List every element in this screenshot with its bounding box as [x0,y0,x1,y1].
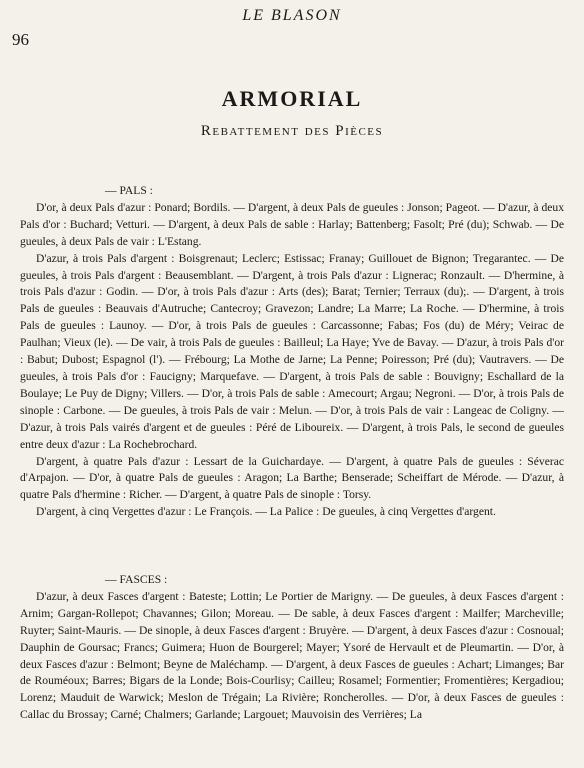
fasces-section [20,572,564,724]
running-head: LE BLASON [242,7,342,24]
pals-section [20,183,564,521]
fasces-paragraph-1: D'azur, à deux Fasces d'argent : Bateste; Lottin; Le Portier de Marigny. — De gueules, à deux Fasces d'argent : Arnim; Gargan-Rollepot; Chavannes; Gilon; Moreau. — De sable, à deux Fasces d'argent : Mailfer; Marcheville; Ruyter; Saint-Mauris. — De sinople, à deux Fasces d'argent : Bruyère. — D'argent, à deux Fasces d'azur : Cosnoual; Dauphin de Goursac; Francs; Guimera; Huon de Bourgerel; Mayer; Ysoré de Hervault et de Pleumartin. — D'or, à deux Fasces d'azur : Belmont; Beyne de Maléchamp. — D'argent, à deux Fasces de gueules : Achart; Limanges; Bar de Rouméoux; Barres; Bigars de la Londe; Bois-Courlisy; Cailleu; Rosamel; Formentier; Fromentières; Kergadiou; Lorenz; Mauduit de Warwick; Meslon de Trégain; La Rivière; Roncherolles. — D'or, à deux Fasces de gueules : Callac du Brossay; Carné; Chalmers; Garlande; Largouet; Mauvoisin des Verrières; La [20,589,564,722]
pals-label: — PALS : [105,184,153,197]
section-heading: ARMORIAL [221,86,363,111]
pals-paragraph-2: D'azur, à trois Pals d'argent : Boisgrenaut; Leclerc; Estissac; Franay; Guillouet de Bignon; Tregarantec. — De gueules, à trois Pals d'argent : Beausemblant. — D'argent, à trois Pals d'azur : Lignerac; Ronzault. — D'hermine, à trois Pals d'azur : Godin. — D'or, à trois Pals d'azur : Arts (des); Barat; Ternier; Terraux (du);. — D'argent, à trois Pals de gueules : Beauvais d'Autruche; Cantecroy; Gravezon; Landre; La Marre; La Roche. — D'hermine, à trois Pals de gueules : Launoy. — D'or, à trois Pals de gueules : Carcassonne; Fabas; Fos (du) de Méry; Veirac de Paulhan; Vieux (le). — De vair, à trois Pals de gueules : Bailleul; La Haye; Yve de Bavay. — D'azur, à trois Pals d'or : Babut; Dubost; Espagnol (l'). — Frébourg; La Mothe de Jarne; La Penne; Poiresson; Pré (du); Vautravers. — De gueules, à trois Pals d'or : Faucigny; Marquefave. — D'argent, à trois Pals de sable : Bouvigny; Eschallard de la Boulaye; Le Puy de Digny; Villers. — D'or, à trois Pals de sable : Amecourt; Argau; Negroni. — D'or, à trois Pals de sinople : Carbone. — De gueules, à trois Pals de vair : Melun. — D'or, à trois Pals de vair : Langeac de Coligny. — D'azur, à trois Pals vairés d'argent et de gueules : Péré de Liboureix. — D'argent, à trois Pals, le second de gueules entre deux d'azur : La Rochebrochard. [20,251,564,451]
pals-paragraph-1: D'or, à deux Pals d'azur : Ponard; Bordils. — D'argent, à deux Pals de gueules : Jonson; Pageot. — D'azur, à deux Pals d'or : Buchard; Vetturi. — D'argent, à deux Pals de sable : Harlay; Battenberg; Fasolt; Pré (du); Schwab. — De gueules, à deux Pals de vair : L'Estang. [20,200,564,248]
fasces-label: — FASCES : [105,573,168,586]
pals-paragraph-4: D'argent, à cinq Vergettes d'azur : Le François. — La Palice : De gueules, à cinq Vergettes d'argent. [36,505,496,519]
page-number: 96 [12,30,29,49]
section-subheading: Rebattement des Pièces [200,123,384,139]
pals-paragraph-3: D'argent, à quatre Pals d'azur : Lessart de la Guichardaye. — D'argent, à quatre Pals de gueules : Séverac d'Arpajon. — D'or, à quatre Pals de gueules : Aragon; La Barthe; Benserade; Scheiffart de Mérode. — D'azur, à quatre Pals d'hermine : Richer. — D'argent, à quatre Pals de sinople : Torsy. [20,454,564,502]
